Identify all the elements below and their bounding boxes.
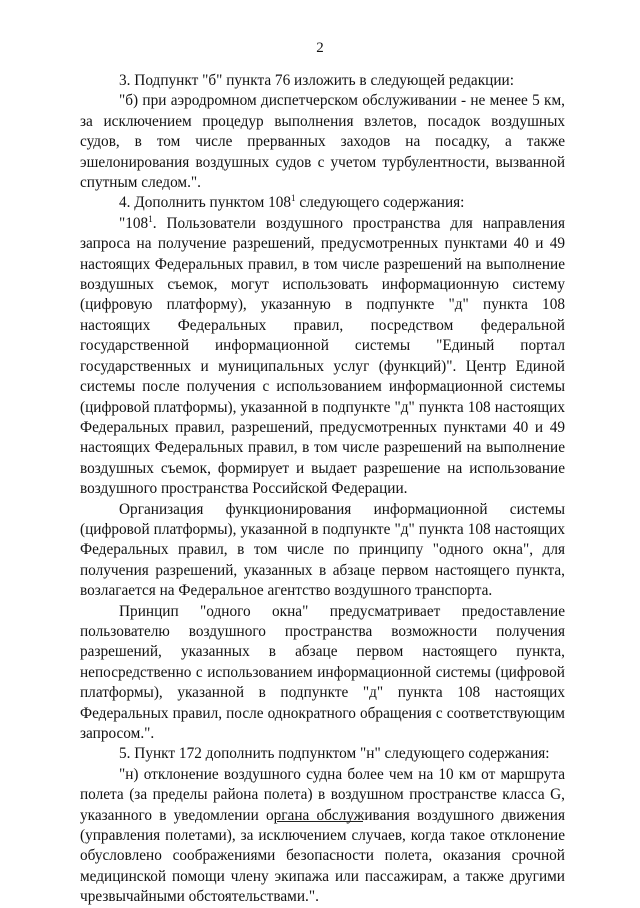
paragraph-clause-108-1-text-end: . Пользователи воздушного пространства для направления запроса на получение разрешений, предусмотренных пунктами 40 и 49 настоящих Федеральных правил, в том числе разрешений на выполнение воздушных съемок, могут использовать информационную систему (цифровую платформу), указанную в подпункте "д" пункта 108 настоящих Федеральных правил, посредством федеральной государственной информационной системы "Единый портал государственных и муниципальных услуг (функций)". Центр Единой системы после получения с использованием информационной системы (цифровой платформы), указанной в подпункте "д" пункта 108 настоящих Федеральных правил, разрешений, предусмотренных пунктами 40 и 49 настоящих Федеральных правил, в том числе разрешений на выполнение воздушных съемок, формирует и выдает разрешение на использование воздушного пространства Российской Федерации.	[80, 214, 565, 498]
page-number: 2	[316, 40, 324, 56]
paragraph-clause-108-1	[80, 214, 565, 500]
paragraph-clause-108-1-text-start: "108	[119, 214, 149, 232]
superscript-marker: 1	[148, 213, 153, 224]
paragraph-one-window-principle: Принцип "одного окна" предусматривает предоставление пользователю воздушного пространства возможности получения разрешений, указанных в абзаце первом настоящего пункта, непосредственно с использованием информационной системы (цифровой платформы), указанной в подпункте "д" пункта 108 настоящих Федеральных правил, после однократного обращения с соответствующим запросом.".	[80, 602, 565, 742]
paragraph-item-4-text-start: 4. Дополнить пунктом 108	[119, 194, 292, 212]
superscript-marker: 1	[291, 193, 296, 204]
paragraph-organization: Организация функционирования информационной системы (цифровой платформы), указанной в подпункте "д" пункта 108 настоящих Федеральных правил, в том числе по принципу "одного окна", для получения разрешений, указанных в абзаце первом настоящего пункта, возлагается на Федеральное агентство воздушного транспорта.	[80, 500, 565, 600]
paragraph-item-4	[80, 193, 565, 213]
paragraph-subitem-n: "н) отклонение воздушного судна более чем на 10 км от маршрута полета (за пределы района полета) в воздушном пространстве класса G, указанного в уведомлении органа обслуживания воздушного движения (управления полетами), за исключением случаев, когда такое отклонение обусловлено соображениями безопасности полета, оказания срочной медицинской помощи члену экипажа или пассажирам, а также другими чрезвычайными обстоятельствами.".	[80, 765, 565, 906]
paragraph-item-3: 3. Подпункт "б" пункта 76 изложить в следующей редакции:	[119, 72, 514, 89]
paragraph-item-5: 5. Пункт 172 дополнить подпунктом "н" следующего содержания:	[119, 745, 550, 763]
end-separator-line	[277, 821, 363, 822]
paragraph-item-4-text-end: следующего содержания:	[295, 194, 465, 212]
paragraph-subitem-b: "б) при аэродромном диспетчерском обслуживании - не менее 5 км, за исключением процедур выполнения взлетов, посадок воздушных судов, в том числе прерванных заходов на посадку, а также эшелонирования воздушных судов с учетом турбулентности, вызванной спутным следом.".	[80, 92, 565, 192]
document-body	[80, 71, 565, 908]
